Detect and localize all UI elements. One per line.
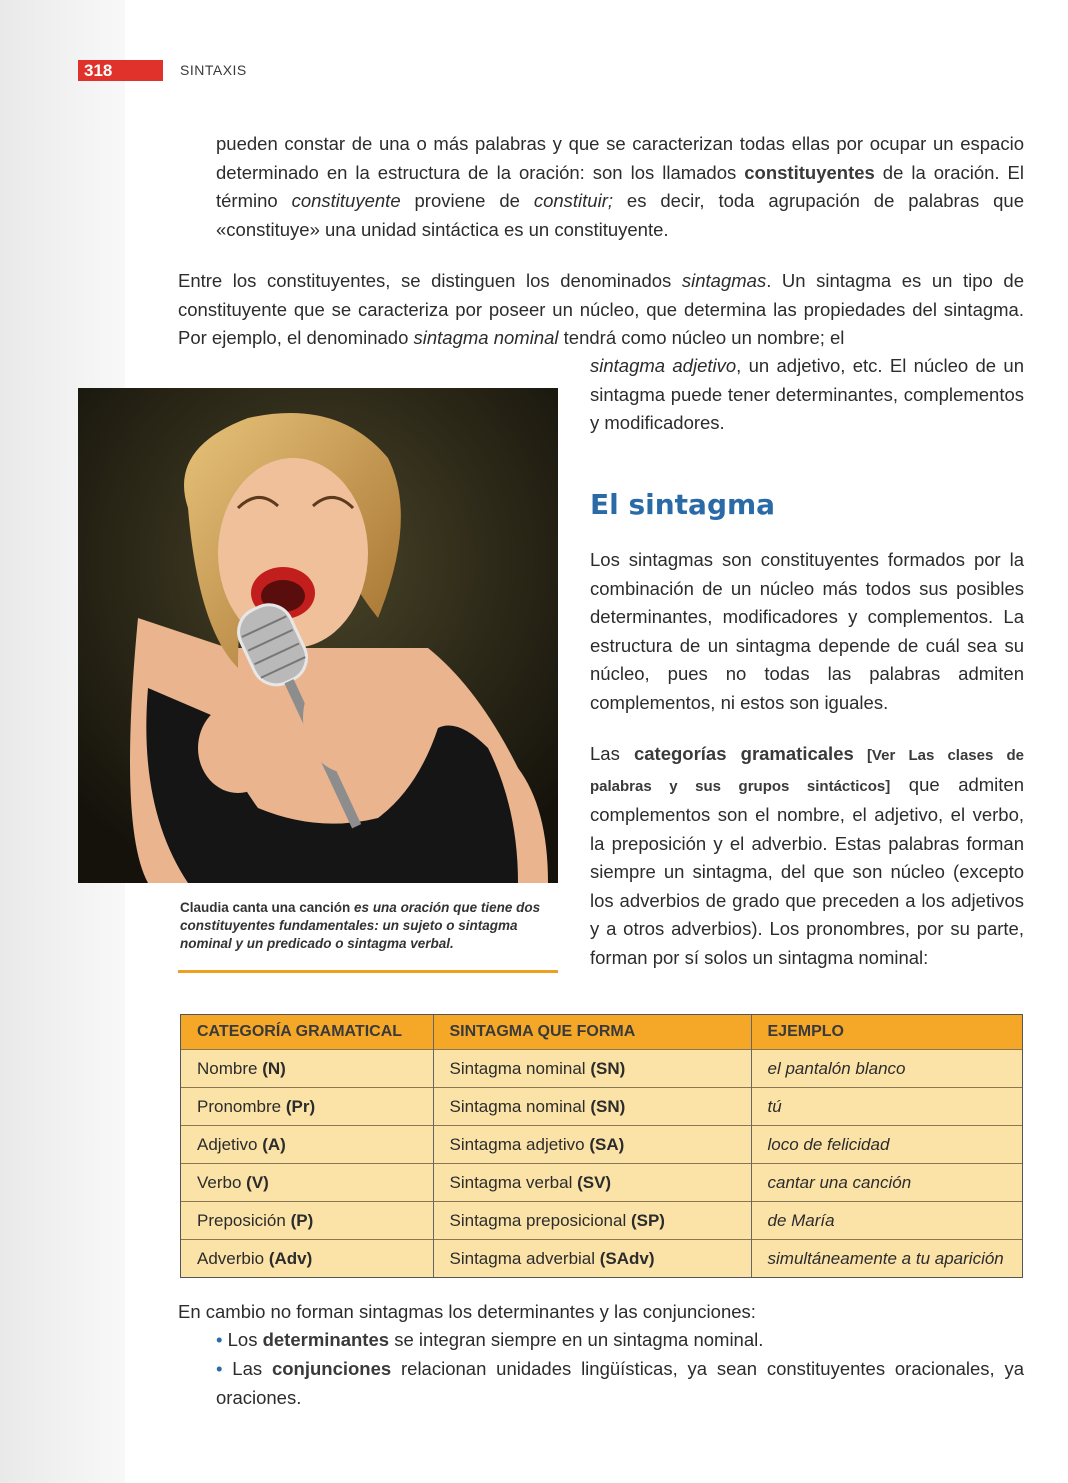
text-run: , un adjetivo, etc. El núcleo de un sintagma puede tener determinantes, complementos y modificadores. (590, 355, 1024, 433)
cell-sintagma (433, 1164, 751, 1202)
cell-sintagma (433, 1202, 751, 1240)
term-constituyente-italic: constituyente (291, 190, 401, 211)
phrase-abbr: (SAdv) (599, 1248, 655, 1268)
cross-reference: [Ver Las clases de palabras y sus grupos sintácticos] (590, 747, 1025, 795)
header-categoria: CATEGORÍA GRAMATICAL (181, 1015, 433, 1050)
term-sintagma-adjetivo: sintagma adjetivo (590, 355, 737, 376)
bullet-conjunciones (216, 1355, 1024, 1412)
phrase-name: Sintagma nominal (449, 1096, 586, 1116)
term-conjunciones: conjunciones (271, 1358, 392, 1379)
cell-ejemplo: el pantalón blanco (751, 1050, 1022, 1088)
cell-categoria (181, 1202, 433, 1240)
text-run: Entre los constituyentes, se distinguen los denominados (178, 270, 682, 291)
text-run: Las (232, 1358, 272, 1379)
category-abbr: (V) (246, 1172, 269, 1192)
cell-ejemplo: tú (751, 1088, 1022, 1126)
text-run: es decir, toda agrupación de palabras que «constituye» una unidad sintáctica es un constituyente. (216, 190, 1024, 240)
table-row (181, 1240, 1022, 1277)
bullet-icon: • (216, 1329, 228, 1350)
header-sintagma: SINTAGMA QUE FORMA (433, 1015, 751, 1050)
term-categorias-gramaticales: categorías gramaticales (633, 743, 854, 764)
table-row (181, 1202, 1022, 1240)
cell-ejemplo: loco de felicidad (751, 1126, 1022, 1164)
category-name: Verbo (197, 1172, 242, 1192)
page-number: 318 (78, 60, 163, 81)
categories-table (180, 1014, 1023, 1278)
paragraph-no-sintagmas: En cambio no forman sintagmas los determinantes y las conjunciones: (178, 1301, 756, 1322)
category-abbr: (N) (262, 1058, 286, 1078)
cell-categoria (181, 1050, 433, 1088)
term-sintagmas: sintagmas (681, 270, 767, 291)
bullet-determinantes (216, 1326, 1024, 1355)
text-run: relacionan unidades lingüísticas, ya sean constituyentes oracionales, ya oraciones. (216, 1358, 1024, 1408)
phrase-abbr: (SP) (630, 1210, 665, 1230)
header-ejemplo: EJEMPLO (751, 1015, 1022, 1050)
term-determinantes: determinantes (262, 1329, 390, 1350)
caption-sentence: Claudia canta una canción (180, 900, 351, 915)
caption-explanation: es una oración que tiene dos constituyentes fundamentales: un sujeto o sintagma nominal y un predicado o sintagma verbal. (180, 900, 541, 951)
category-abbr: (P) (290, 1210, 314, 1230)
cell-categoria (181, 1164, 433, 1202)
bullet-icon: • (216, 1358, 233, 1379)
paragraph-categorias (590, 740, 1024, 972)
phrase-name: Sintagma adjetivo (449, 1134, 585, 1154)
term-constituyentes: constituyentes (744, 161, 875, 183)
cell-sintagma (433, 1050, 751, 1088)
text-run: de la oración. El término (216, 161, 1024, 211)
cell-categoria (181, 1240, 433, 1277)
paragraph-constituyentes (216, 130, 1024, 244)
phrase-abbr: (SN) (590, 1096, 626, 1116)
category-name: Nombre (197, 1058, 258, 1078)
paragraph-sintagmas-continued (590, 352, 1024, 438)
text-run: que admiten complementos son el nombre, el adjetivo, el verbo, la preposición y el adverbio. Estas palabras forman siempre un sintagma, del que son núcleo (excepto los adverbios de grado que preceden a los adjetivos y a otros adverbios). Los pronombres, por su parte, forman por sí solos un sintagma nominal: (590, 773, 1025, 968)
phrase-name: Sintagma nominal (449, 1058, 586, 1078)
paragraph-el-sintagma: Los sintagmas son constituyentes formados por la combinación de un núcleo más todos sus posibles determinantes, modificadores y complementos. La estructura de un sintagma depende de cuál sea su núcleo, pues no todas las palabras admiten complementos, ni estos son iguales. (590, 549, 1024, 713)
cell-sintagma (433, 1088, 751, 1126)
table-header-row (181, 1015, 1022, 1050)
phrase-abbr: (SN) (590, 1058, 626, 1078)
term-constituir-italic: constituir; (533, 190, 614, 211)
phrase-name: Sintagma preposicional (449, 1210, 627, 1230)
singer-photo (78, 388, 558, 883)
category-abbr: (Pr) (285, 1096, 316, 1116)
table-row (181, 1164, 1022, 1202)
cell-categoria (181, 1088, 433, 1126)
text-run: . Un sintagma es un tipo de constituyente que se caracteriza por poseer un núcleo, que determina las propiedades del sintagma. Por ejemplo, el denominado (178, 270, 1024, 348)
text-run: proviene de (400, 190, 534, 211)
text-run: pueden constar de una o más palabras y que se caracterizan todas ellas por ocupar un espacio determinado en la estructura de la oración: son los llamados (216, 133, 1024, 183)
table-row (181, 1088, 1022, 1126)
category-name: Adverbio (197, 1248, 265, 1268)
cell-sintagma (433, 1240, 751, 1277)
text-run: Los (227, 1329, 263, 1350)
table-row (181, 1126, 1022, 1164)
caption-divider (178, 970, 558, 973)
cell-sintagma (433, 1126, 751, 1164)
paragraph-sintagmas (178, 267, 1024, 353)
text-run: Las (590, 743, 634, 764)
cell-ejemplo: simultáneamente a tu aparición (751, 1240, 1022, 1277)
text-run: se integran siempre en un sintagma nominal. (389, 1329, 764, 1350)
text-run: tendrá como núcleo un nombre; el (558, 327, 845, 348)
phrase-abbr: (SV) (577, 1172, 612, 1192)
phrase-name: Sintagma verbal (449, 1172, 573, 1192)
phrase-name: Sintagma adverbial (449, 1248, 596, 1268)
cell-ejemplo: de María (751, 1202, 1022, 1240)
category-abbr: (Adv) (268, 1248, 313, 1268)
cell-ejemplo: cantar una canción (751, 1164, 1022, 1202)
table-row (181, 1050, 1022, 1088)
category-name: Pronombre (197, 1096, 282, 1116)
section-label: SINTAXIS (180, 62, 247, 78)
category-name: Preposición (197, 1210, 286, 1230)
photo-caption (180, 899, 558, 953)
category-abbr: (A) (262, 1134, 286, 1154)
section-heading: El sintagma (590, 488, 776, 521)
term-sintagma-nominal: sintagma nominal (413, 327, 559, 348)
category-name: Adjetivo (197, 1134, 258, 1154)
phrase-abbr: (SA) (589, 1134, 625, 1154)
cell-categoria (181, 1126, 433, 1164)
